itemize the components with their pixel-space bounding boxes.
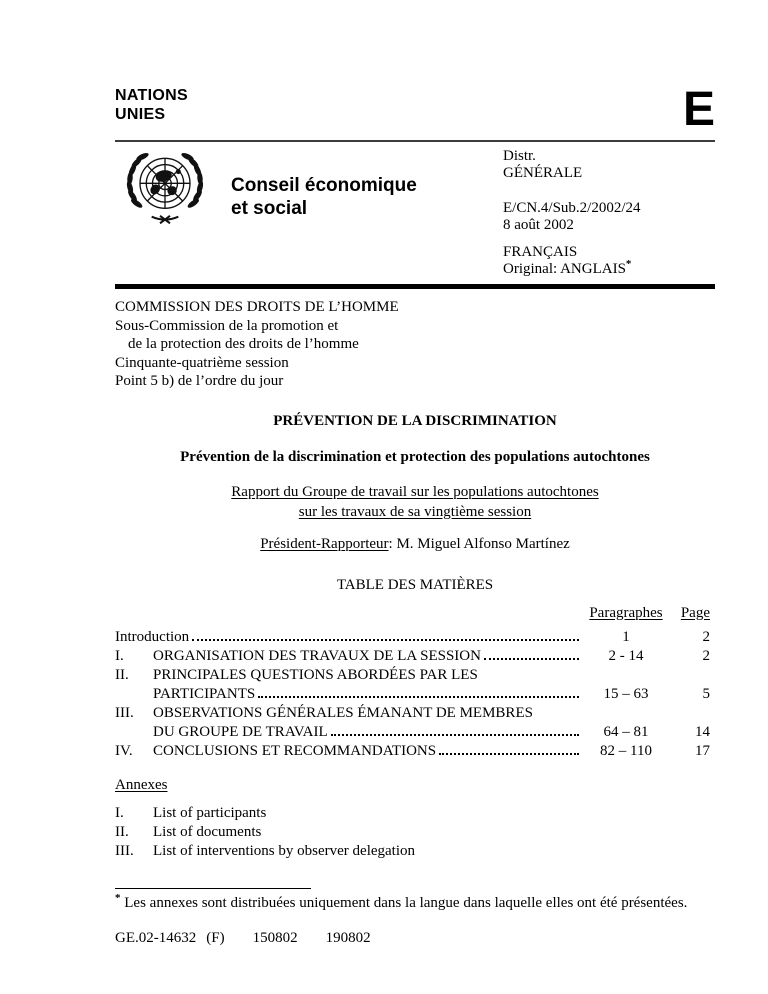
org-name: [115, 86, 188, 124]
rapporteur-name: : M. Miguel Alfonso Martínez: [388, 535, 570, 552]
toc-entry-numeral: III.: [115, 704, 134, 721]
org-name-line1: NATIONS: [115, 87, 188, 104]
distr-value: GÉNÉRALE: [503, 165, 583, 181]
annexes-heading: [115, 776, 715, 795]
session-block: [115, 298, 715, 391]
toc-col-page: Page: [680, 604, 710, 621]
letterhead-top: [115, 83, 715, 136]
council-title: [231, 174, 417, 278]
toc-entry-page: 5: [702, 685, 710, 702]
language-code: (F): [206, 929, 225, 946]
toc-entry-paragraphs: 15 – 63: [603, 685, 649, 702]
org-name-line2: UNIES: [115, 106, 166, 123]
annex-numeral: III.: [115, 842, 134, 859]
toc-entry-label: DU GROUPE DE TRAVAIL: [153, 723, 328, 740]
toc-entry-2-line2: [115, 685, 715, 704]
doc-symbol: E/CN.4/Sub.2/2002/24: [503, 200, 641, 216]
toc-entry-1: [115, 647, 715, 666]
dotted-leader: [484, 658, 579, 660]
annex-list: [115, 804, 715, 861]
toc-entry-numeral: IV.: [115, 742, 133, 759]
toc-entry-paragraphs: 2 - 14: [608, 647, 644, 664]
toc-entry-3-line1: [115, 704, 715, 723]
footnote-text: Les annexes sont distribuées uniquement dans la langue dans laquelle elles ont été présentées.: [124, 894, 688, 911]
toc-entry-page: 2: [702, 647, 710, 664]
toc-entry-page: 17: [695, 742, 710, 759]
toc-column-headers: [115, 604, 715, 623]
dotted-leader: [439, 753, 579, 755]
header-divider-thick: [115, 284, 715, 289]
report-title-line1: Rapport du Groupe de travail sur les populations autochtones: [231, 483, 599, 500]
processing-date-2: 190802: [325, 929, 371, 946]
footnote: [115, 891, 715, 913]
dotted-leader: [331, 734, 579, 736]
toc-entry-introduction: [115, 628, 715, 647]
toc-entry-numeral: II.: [115, 666, 129, 683]
annexes-heading-text: Annexes: [115, 776, 168, 793]
distr-label: Distr.: [503, 148, 536, 164]
subcommission-line1: Sous-Commission de la promotion et: [115, 317, 339, 334]
original-text: Original: ANGLAIS: [503, 261, 626, 277]
document-subtitle: Prévention de la discrimination et protection des populations autochtones: [180, 448, 650, 465]
toc-entry-label: PARTICIPANTS: [153, 685, 256, 702]
toc-entry-label: PRINCIPALES QUESTIONS ABORDÉES PAR LES: [153, 666, 478, 683]
subcommission-line2: de la protection des droits de l’homme: [128, 336, 359, 352]
annex-numeral: I.: [115, 804, 124, 821]
toc-entry-label: CONCLUSIONS ET RECOMMANDATIONS: [153, 742, 437, 759]
report-title: [115, 482, 715, 522]
annex-item: [115, 842, 715, 861]
annex-label: List of interventions by observer delegation: [153, 842, 416, 859]
toc-rows: [115, 628, 715, 761]
toc-entry-label: Introduction: [115, 628, 190, 645]
toc-entry-label: OBSERVATIONS GÉNÉRALES ÉMANANT DE MEMBRES: [153, 704, 533, 721]
dotted-leader: [192, 639, 579, 641]
toc-entry-3-line2: [115, 723, 715, 742]
annex-label: List of participants: [153, 804, 267, 821]
document-series-letter: E: [682, 83, 715, 136]
rapporteur-label: Président-Rapporteur: [260, 535, 389, 552]
annex-label: List of documents: [153, 823, 262, 840]
annex-item: [115, 823, 715, 842]
toc-heading: TABLE DES MATIÈRES: [336, 576, 494, 593]
toc-entry-paragraphs: 64 – 81: [603, 723, 649, 740]
toc-entry-label: ORGANISATION DES TRAVAUX DE LA SESSION: [153, 647, 481, 664]
un-emblem-icon: [115, 148, 215, 278]
doc-date: 8 août 2002: [503, 217, 574, 233]
rapporteur-line: [115, 535, 715, 554]
toc-entry-paragraphs: 1: [622, 628, 630, 645]
toc-entry-numeral: I.: [115, 647, 124, 664]
council-title-line1: Conseil économique: [231, 175, 417, 196]
toc-entry-page: 2: [702, 628, 710, 645]
footnote-marker: *: [115, 891, 121, 904]
letterhead-main: [115, 148, 715, 278]
footnote-reference-marker: *: [625, 258, 632, 270]
distribution-block: [503, 148, 715, 278]
document-reference-line: [115, 930, 715, 947]
doc-original-language: [503, 258, 715, 278]
table-of-contents: [115, 604, 715, 761]
annex-numeral: II.: [115, 823, 129, 840]
toc-entry-2-line1: [115, 666, 715, 685]
session-number: Cinquante-quatrième session: [115, 354, 289, 371]
agenda-item: Point 5 b) de l’ordre du jour: [115, 373, 284, 389]
toc-entry-page: 14: [695, 723, 710, 740]
commission-name: COMMISSION DES DROITS DE L’HOMME: [115, 299, 399, 315]
document-title: PRÉVENTION DE LA DISCRIMINATION: [273, 412, 557, 429]
doc-language: FRANÇAIS: [503, 244, 578, 260]
header-divider-thin: [115, 140, 715, 142]
council-title-line2: et social: [231, 198, 308, 219]
ge-reference: GE.02-14632: [115, 929, 197, 946]
footnote-separator: [115, 888, 311, 889]
report-title-line2: sur les travaux de sa vingtième session: [298, 503, 532, 520]
toc-entry-paragraphs: 82 – 110: [600, 742, 652, 759]
dotted-leader: [258, 696, 579, 698]
toc-entry-4: [115, 742, 715, 761]
toc-col-paragraphs: Paragraphes: [589, 604, 663, 621]
annex-item: [115, 804, 715, 823]
processing-date-1: 150802: [252, 929, 298, 946]
